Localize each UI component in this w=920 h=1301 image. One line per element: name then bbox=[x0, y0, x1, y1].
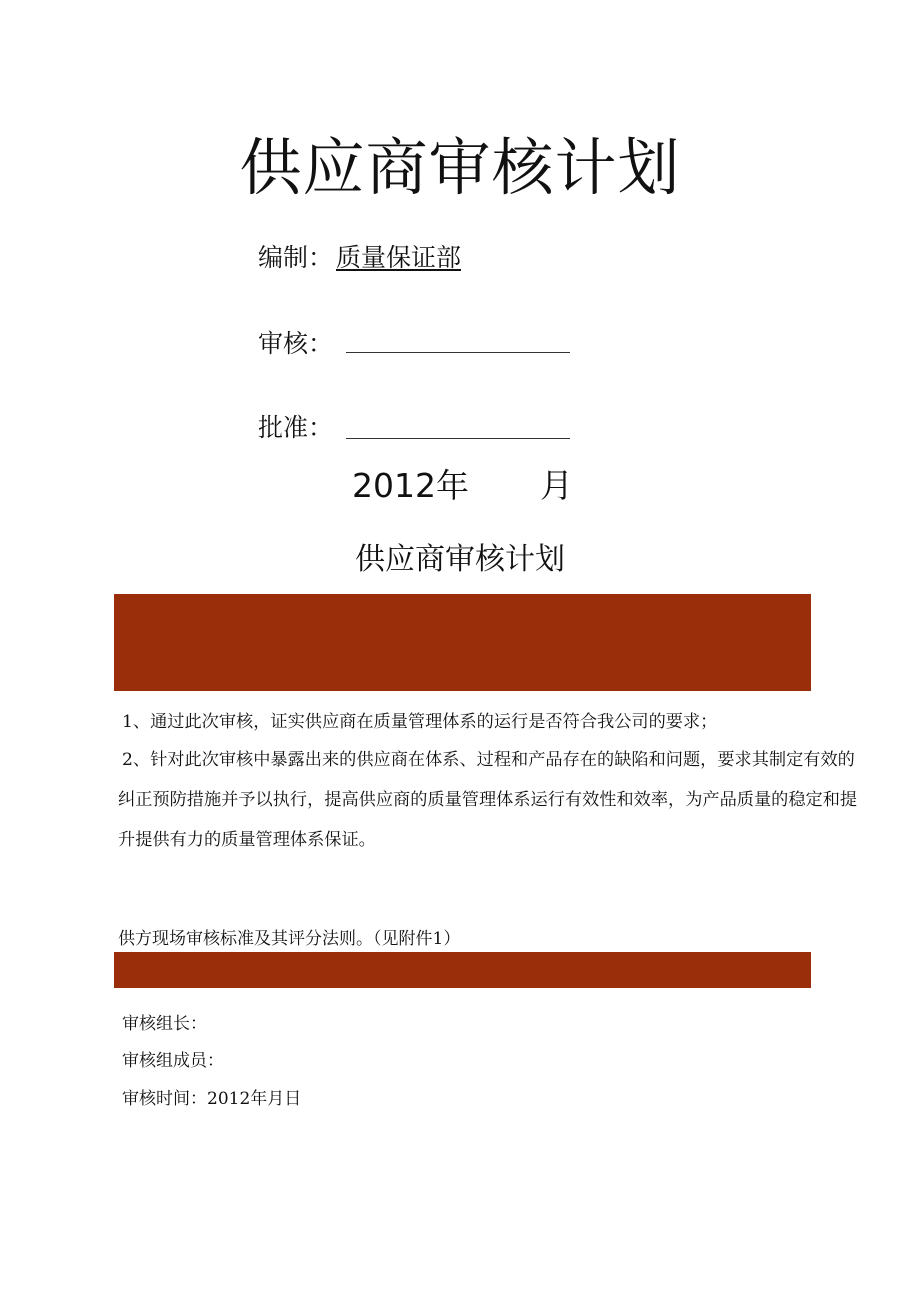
section-header-band bbox=[114, 594, 811, 691]
compiler-label: 编制： bbox=[258, 243, 334, 272]
compiler-value: 质量保证部 bbox=[336, 243, 462, 272]
date-year: 2012年 bbox=[352, 466, 469, 505]
approve-signature-line bbox=[346, 438, 570, 439]
review-label: 审核： bbox=[258, 329, 334, 358]
audit-criteria-text: 供方现场审核标准及其评分法则。（见附件1） bbox=[118, 929, 461, 949]
section-header-band-2 bbox=[114, 952, 811, 988]
audit-team-leader: 审核组长： bbox=[122, 1014, 207, 1034]
document-title: 供应商审核计划 bbox=[239, 131, 681, 204]
audit-team-members: 审核组成员： bbox=[122, 1051, 224, 1071]
approve-label: 批准： bbox=[258, 413, 334, 442]
objective-item-2: 2、针对此次审核中暴露出来的供应商在体系、过程和产品存在的缺陷和问题，要求其制定有效的纠正预防措施并予以执行，提高供应商的质量管理体系运行有效性和效率，为产品质量的稳定和提升提供有力的质量管理体系保证。 bbox=[118, 750, 858, 850]
objective-item-1: 1、通过此次审核，证实供应商在质量管理体系的运行是否符合我公司的要求； bbox=[122, 712, 718, 732]
audit-time: 审核时间：2012年月日 bbox=[122, 1089, 302, 1109]
plan-title: 供应商审核计划 bbox=[355, 542, 565, 577]
date-month: 月 bbox=[540, 466, 573, 505]
review-signature-line bbox=[346, 352, 570, 353]
